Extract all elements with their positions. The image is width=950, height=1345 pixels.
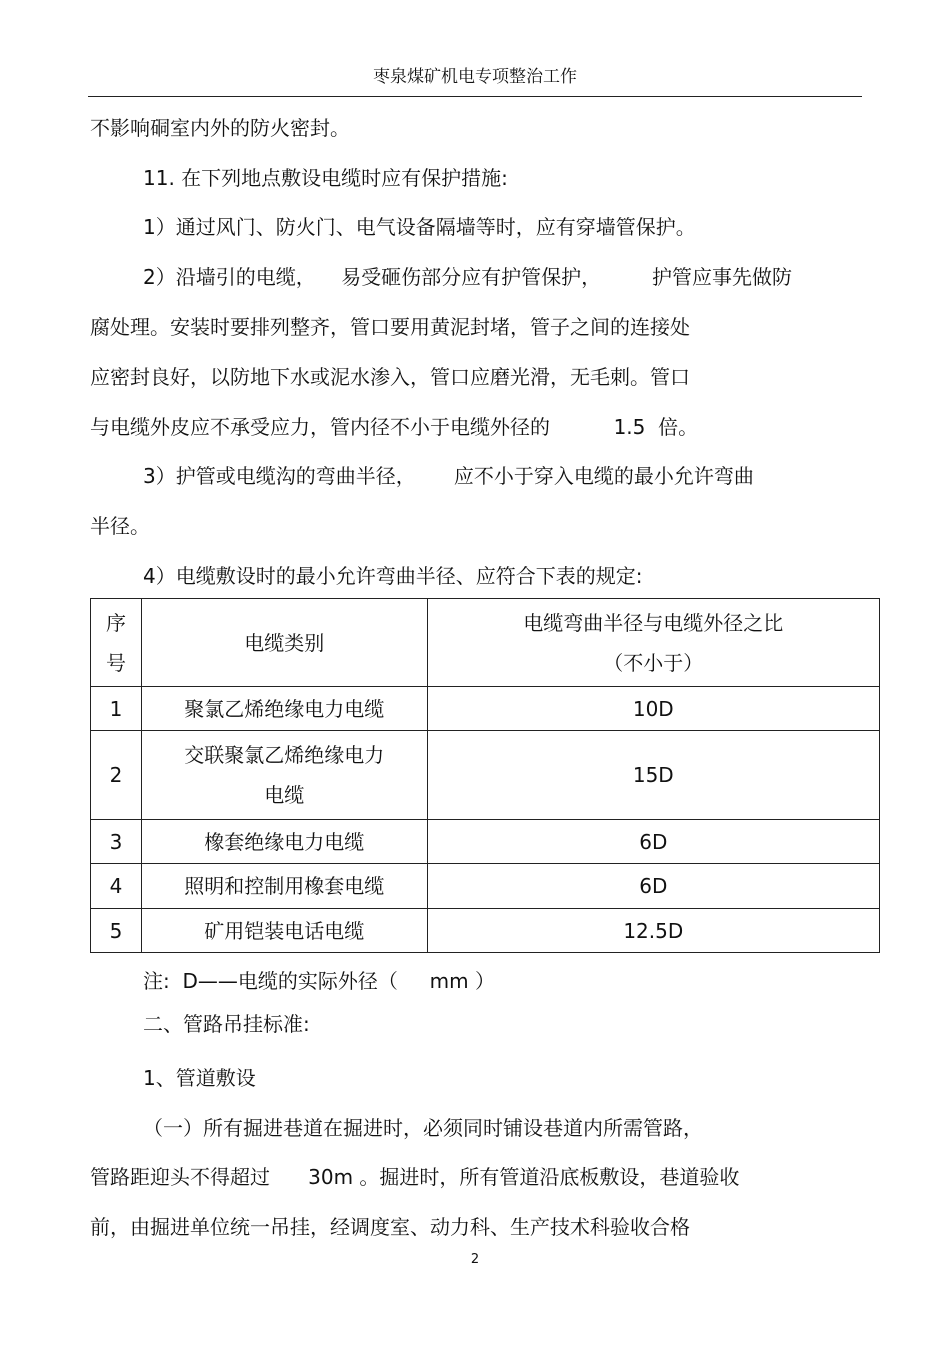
row-cable-type bbox=[141, 731, 427, 820]
row-ratio: 12.5D bbox=[427, 909, 879, 953]
section-heading: 二、管路吊挂标准: bbox=[143, 1012, 310, 1036]
paragraph-line: 不影响硐室内外的防火密封。 bbox=[90, 116, 350, 140]
paragraph-line: 4）电缆敷设时的最小允许弯曲半径、应符合下表的规定: bbox=[143, 564, 643, 588]
row-cable-type: 矿用铠装电话电缆 bbox=[141, 909, 427, 953]
row-ratio: 10D bbox=[427, 687, 879, 731]
row-cable-type-line: 交联聚氯乙烯绝缘电力 bbox=[184, 743, 385, 767]
page-number: 2 bbox=[470, 1252, 480, 1267]
header-ratio bbox=[427, 599, 879, 687]
table-note: 注: D——电缆的实际外径（ mm ） bbox=[143, 969, 495, 993]
row-cable-type-line: 电缆 bbox=[264, 783, 305, 807]
header-seq bbox=[91, 599, 142, 687]
paragraph-line: 1）通过风门、防火门、电气设备隔墙等时，应有穿墙管保护。 bbox=[143, 215, 696, 239]
row-seq: 5 bbox=[91, 909, 142, 953]
paragraph-line: 3）护管或电缆沟的弯曲半径， 应不小于穿入电缆的最小允许弯曲 bbox=[143, 464, 754, 488]
header-cable-type: 电缆类别 bbox=[141, 599, 427, 687]
table-header-row bbox=[91, 599, 880, 687]
table-row bbox=[91, 820, 880, 864]
paragraph-line: 11. 在下列地点敷设电缆时应有保护措施: bbox=[143, 166, 508, 190]
row-ratio: 15D bbox=[427, 731, 879, 820]
header-seq-line: 序 bbox=[105, 610, 126, 635]
subsection-heading: 1、管道敷设 bbox=[143, 1066, 256, 1090]
table-row bbox=[91, 909, 880, 953]
paragraph-line: （一）所有掘进巷道在掘进时，必须同时铺设巷道内所需管路， bbox=[143, 1116, 703, 1140]
paragraph-line: 腐处理。安装时要排列整齐，管口要用黄泥封堵，管子之间的连接处 bbox=[90, 315, 690, 339]
paragraph-line: 前，由掘进单位统一吊挂，经调度室、动力科、生产技术科验收合格 bbox=[90, 1215, 690, 1239]
header-ratio-line: 电缆弯曲半径与电缆外径之比 bbox=[523, 610, 784, 635]
row-ratio: 6D bbox=[427, 864, 879, 909]
row-seq: 4 bbox=[91, 864, 142, 909]
row-cable-type: 橡套绝缘电力电缆 bbox=[141, 820, 427, 864]
header-ratio-line: （不小于） bbox=[603, 650, 704, 675]
row-seq: 2 bbox=[91, 731, 142, 820]
paragraph-line: 应密封良好，以防地下水或泥水渗入，管口应磨光滑，无毛刺。管口 bbox=[90, 365, 690, 389]
row-cable-type: 聚氯乙烯绝缘电力电缆 bbox=[141, 687, 427, 731]
header-seq-line: 号 bbox=[105, 650, 126, 675]
paragraph-line: 管路距迎头不得超过 30m 。掘进时，所有管道沿底板敷设，巷道验收 bbox=[90, 1165, 740, 1189]
paragraph-line: 半径。 bbox=[90, 514, 150, 538]
table-row bbox=[91, 731, 880, 820]
table-row bbox=[91, 864, 880, 909]
bend-radius-table bbox=[90, 598, 880, 953]
row-seq: 3 bbox=[91, 820, 142, 864]
header-divider bbox=[88, 96, 862, 97]
table-row bbox=[91, 687, 880, 731]
paragraph-line: 与电缆外皮应不承受应力，管内径不小于电缆外径的 1.5 倍。 bbox=[90, 415, 699, 439]
row-seq: 1 bbox=[91, 687, 142, 731]
paragraph-line: 2）沿墙引的电缆， 易受砸伤部分应有护管保护， 护管应事先做防 bbox=[143, 265, 793, 289]
page-header-title: 枣泉煤矿机电专项整治工作 bbox=[373, 67, 577, 87]
row-cable-type: 照明和控制用橡套电缆 bbox=[141, 864, 427, 909]
row-ratio: 6D bbox=[427, 820, 879, 864]
